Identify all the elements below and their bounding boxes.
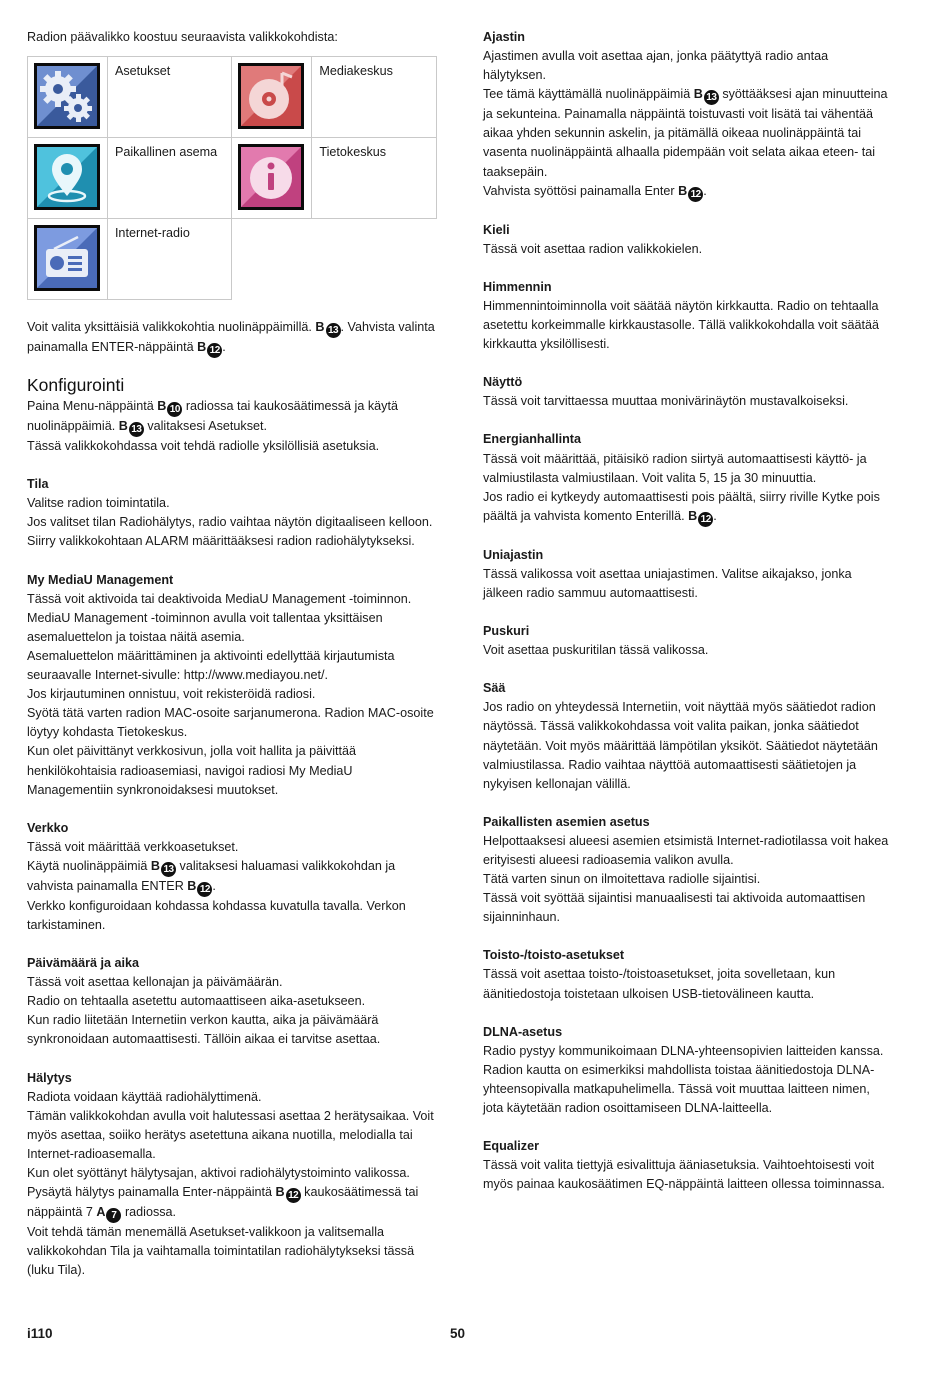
paivamaara-section (27, 954, 437, 1049)
key-ref-13: 13 (704, 90, 719, 105)
naytto-heading: Näyttö (483, 375, 523, 390)
mediau-section (27, 571, 437, 800)
naytto-section: Näyttö Tässä voit tarvittaessa muuttaa monivärinäytön mustavalkoiseksi. (483, 373, 893, 411)
location-pin-icon (34, 144, 100, 210)
mediau-heading: My MediaU Management (27, 572, 174, 587)
key-ref-13: 13 (129, 422, 144, 437)
gears-icon (34, 63, 100, 129)
halytys-section: Hälytys Radiota voidaan käyttää radiohälyttimenä. Tämän valikkokohdan avulla voit halutessasi asettaa 2 herätysaikaa. Voit myös asettaa, soiiko herätys asetettuna aikana nuotilla, melodialla tai Internet-radioasemalla. Kun olet syöttänyt hälytysajan, aktivoi radiohälytystoiminto valikossa. Pysäytä hälytys painamalla Enter-näppäintä B 12 kaukosäätimessä tai näppäintä 7 A 7 radiossa. Voit tehdä tämän menemällä Asetukset-valikkoon ja valitsemalla valikkokohdan Tila ja vaihtamalla toimintatilan radiohälytykseksi tässä (luku Tila). (27, 1069, 437, 1281)
verkko-section: Verkko Tässä voit määrittää verkkoasetukset. Käytä nuolinäppäimiä B 13 valitaksesi haluamasi valikkokohdan ja vahvista painamalla ENTER B 12 . Verkko konfiguroidaan kohdassa kohdassa kuvatulla tavalla. Verkon tarkistaminen. (27, 819, 437, 935)
puskuri-section: Puskuri Voit asettaa puskuritilan tässä valikossa. (483, 622, 893, 660)
paivamaara-heading: Päivämäärä ja aika (27, 956, 140, 971)
toisto-section: Toisto-/toisto-asetukset Tässä voit asettaa toisto-/toistoasetukset, joita sovelletaan, kun äänitiedostoja toistetaan ulkoisen USB-tietovälineen kautta. (483, 946, 893, 1003)
key-ref-12: 12 (207, 343, 222, 358)
himmennin-section: Himmennin Himmennintoiminnolla voit säätää näytön kirkkautta. Radio on tehtaalla asetettu korkeimmalle kirkkaustasolle. Tällä valikkokohdalla voit säätää kirkkautta yksilöllisesti. (483, 278, 893, 354)
menu-item-tietokeskus: Tietokeskus (312, 138, 437, 219)
left-column (27, 28, 437, 1299)
halytys-heading: Hälytys (27, 1070, 72, 1085)
kieli-heading: Kieli (483, 222, 510, 237)
media-disc-icon (238, 63, 304, 129)
energianhallinta-heading: Energianhallinta (483, 432, 581, 447)
menu-item-internet-radio: Internet-radio (107, 219, 232, 300)
toisto-heading: Toisto-/toisto-asetukset (483, 948, 625, 963)
paikalliset-section: Paikallisten asemien asetus Helpottaaksesi alueesi asemien etsimistä Internet-radiotilassa voit hakea erityisesti alueesi radioasemia valikon avulla. Tätä varten sinun on ilmoitettava radiolle sijaintisi. Tässä voit syöttää sijaintisi manuaalisesti tai aktivoida automaattisen sijainninhaun. (483, 813, 893, 928)
dlna-heading: DLNA-asetus (483, 1024, 563, 1039)
key-ref-12: 12 (197, 882, 212, 897)
key-ref-13: 13 (161, 862, 176, 877)
key-ref-13: 13 (326, 323, 341, 338)
right-column (483, 28, 893, 1213)
footer-model: i110 (27, 1326, 53, 1341)
himmennin-heading: Himmennin (483, 279, 552, 294)
ajastin-heading: Ajastin (483, 30, 525, 44)
main-menu-table (27, 56, 437, 300)
dlna-section: DLNA-asetus Radio pystyy kommunikoimaan DLNA-yhteensopivien laitteiden kanssa. Radion kautta on esimerkiksi mahdollista toistaa äänitiedostoja DLNA-yhteensopivalla matkapuhelimella. Tässä voit muuttaa laitteen nimen, jota käytetään radion osoittamiseen DLNA-laitteella. (483, 1023, 893, 1118)
info-icon (238, 144, 304, 210)
menu-intro: Radion päävalikko koostuu seuraavista valikkokohdista: (27, 30, 338, 44)
paikalliset-heading: Paikallisten asemien asetus (483, 814, 650, 829)
uniajastin-heading: Uniajastin (483, 547, 544, 562)
page-number: 50 (450, 1326, 466, 1341)
key-ref-12: 12 (698, 512, 713, 527)
tila-text: Valitse radion toimintatila. Jos valitset tilan Radiohälytys, radio vaihtaa näytön digitaaliseen kelloon. Siirry valikkokohtaan ALARM määrittääksesi radion radiohälytykseksi. (27, 496, 433, 549)
key-ref-12: 12 (688, 187, 703, 202)
paivamaara-text: Tässä voit asettaa kellonajan ja päivämäärän. Radio on tehtaalla asetettu automaattiseen aika-asetukseen. Kun radio liitetään Internetiin verkon kautta, aika ja päivämäärä synkronoidaan automaattisesti. Tällöin aikaa ei tarvitse asettaa. (27, 975, 381, 1047)
key-ref-12: 12 (286, 1188, 301, 1203)
radio-icon (34, 225, 100, 291)
tila-section (27, 475, 437, 551)
verkko-heading: Verkko (27, 820, 69, 835)
key-ref-10: 10 (167, 402, 182, 417)
uniajastin-section: Uniajastin Tässä valikossa voit asettaa uniajastimen. Valitse aikajakso, jonka jälkeen radio sammuu automaattisesti. (483, 546, 893, 603)
tila-heading: Tila (27, 477, 49, 492)
key-ref-7: 7 (106, 1208, 121, 1223)
mediau-text: Tässä voit aktivoida tai deaktivoida MediaU Management -toiminnon. MediaU Management -toiminnon avulla voit tallentaa yksittäisen asemaluettelon ja toistaa näitä asemia. Asemaluettelon määrittäminen ja aktivointi edellyttää kirjautumista seuraavalle Internet-sivulle: http://www.mediayou.net/. Jos kirjautuminen onnistuu, voit rekisteröidä radiosi. Syötä tätä varten radion MAC-osoite sarjanumerona. Radion MAC-osoite löytyy kohdasta Tietokeskus. Kun olet päivittänyt verkkosivun, jolla voit hallita ja päivittää henkilökohtaisia radioasemiasi, navigoi radiosi My MediaU Managementiin synkronoidaksesi muutokset. (27, 591, 434, 797)
konfigurointi-section: Paina Menu-näppäintä B 10 radiossa tai kaukosäätimessä ja käytä nuolinäppäimiä. B 13 valitaksesi Asetukset. Tässä valikkokohdassa voit tehdä radiolle yksilöllisiä asetuksia. (27, 399, 398, 454)
kieli-section: Kieli Tässä voit asettaa radion valikkokielen. (483, 221, 893, 259)
select-instructions: Voit valita yksittäisiä valikkokohtia nuolinäppäimillä. B 13 . Vahvista valinta painamalla ENTER-näppäintä B 12 . (27, 320, 435, 357)
energianhallinta-section: Energianhallinta Tässä voit määrittää, pitäisikö radion siirtyä automaattisesti käyttö- ja valmiustilasta valmiustilaan. Voit valita 5, 15 ja 30 minuuttia. Jos radio ei kytkeydy automaattisesti pois päältä, siirry riville Kytke pois päältä ja vahvista komento Enterillä. B 12 . (483, 430, 893, 526)
equalizer-section: Equalizer Tässä voit valita tiettyjä esivalittuja ääniasetuksia. Vaihtoehtoisesti voit myös painaa kaukosäätimen EQ-näppäintä laitteen ollessa toiminnassa. (483, 1137, 893, 1194)
menu-item-mediakeskus: Mediakeskus (312, 57, 437, 138)
menu-item-asetukset: Asetukset (107, 57, 232, 138)
saa-section: Sää Jos radio on yhteydessä Internetiin, voit näyttää myös säätiedot radion näytössä. Tässä valikkokohdassa voit valita paikan, jonka säätiedot näytetään. Voit myös määrittää lämpötilan yksiköt. Säätiedot näytetään valmiustilassa. Radio vaihtaa näyttöä automaattisesti säätietojen ja nykyisen kellonajan välillä. (483, 679, 893, 794)
ajastin-section: Ajastin Ajastimen avulla voit asettaa ajan, jonka päätyttyä radio antaa hälytyksen. Tee tämä käyttämällä nuolinäppäimiä B 13 syöttääksesi ajan minuutteina ja sekunteina. Painamalla näppäintä toistuvasti voit lisätä tai vähentää aikaa yhden sekunnin askelin, ja pitämällä oikeaa nuolinäppäintä tai vasenta nuolinäppäintä alhaalla pidempään voit selata aikaa eteen- tai taaksepäin. Vahvista syöttösi painamalla Enter B 12 . (483, 28, 893, 202)
puskuri-heading: Puskuri (483, 624, 530, 639)
equalizer-heading: Equalizer (483, 1139, 539, 1154)
saa-heading: Sää (483, 681, 506, 696)
menu-item-paikallinen-asema: Paikallinen asema (107, 138, 232, 219)
section-title-konfigurointi: Konfigurointi (27, 375, 125, 396)
